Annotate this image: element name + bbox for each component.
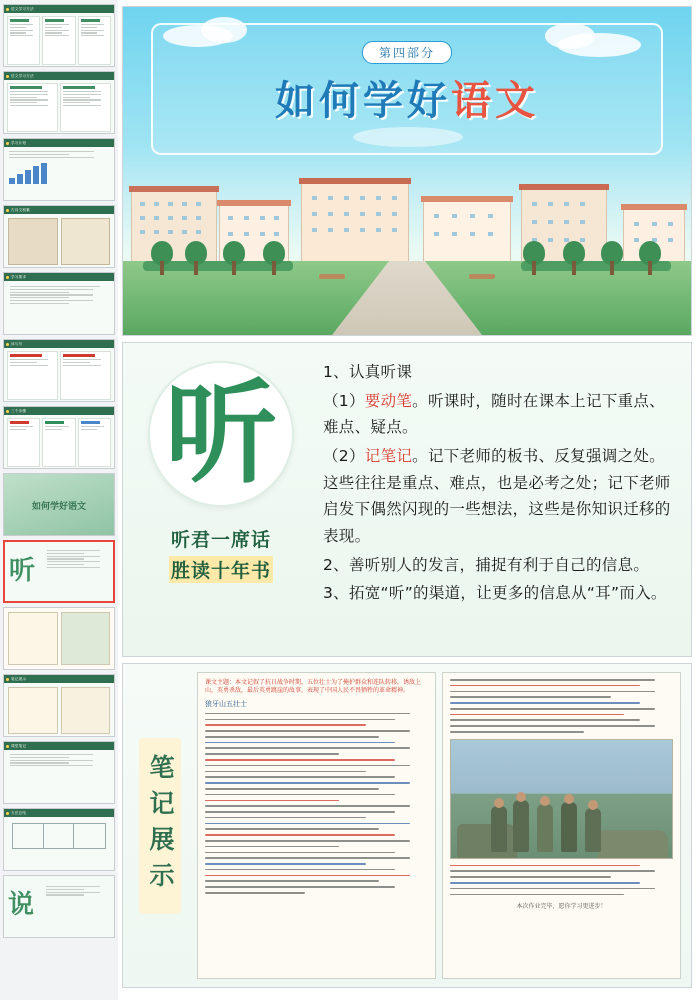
thumbnail-body [4,817,114,871]
big-char-circle [148,361,294,507]
body-item-4: 2、善听别人的发言，捕捉有利于自己的信息。 [323,555,650,574]
thumbnail-body [4,80,114,134]
textbook-illustration [450,739,673,859]
slide-thumbnail-1[interactable] [3,4,115,67]
thumbnail-header: 读与写 [4,340,114,348]
notes-label-text: 笔记展示 [139,738,181,914]
body-item-5: 3、拓宽“听”的渠道，让更多的信息从“耳”而入。 [323,584,667,603]
bullet-icon [6,410,9,413]
tree [523,241,545,275]
thumbnail-body: 如何学好语文 [4,474,114,536]
body-item-3 [323,443,675,550]
bullet-icon [6,142,9,145]
bullet-icon [6,343,9,346]
thumbnail-body [4,214,114,268]
building-main [301,183,409,263]
notes-label [129,672,191,979]
slide-notes-showcase[interactable] [122,663,692,988]
thumbnail-body [4,348,114,402]
slide-thumbnail-5[interactable] [3,272,115,335]
section-part-badge: 第四部分 [362,41,452,64]
slide-section-title[interactable] [122,6,692,336]
slide-thumbnail-13[interactable] [3,808,115,871]
slide-thumbnail-4[interactable] [3,205,115,268]
slide-thumbnail-2[interactable] [3,71,115,134]
thumbnail-body [4,683,114,737]
slide-thumbnail-14[interactable] [3,875,115,938]
thumbnail-body [4,608,114,669]
subtitle-line-2: 胜读十年书 [169,556,273,583]
tree [151,241,173,275]
building [423,201,511,263]
thumbnail-body [4,415,114,469]
note-page-left[interactable] [197,672,436,979]
slide-thumbnail-panel[interactable] [0,0,118,1000]
subtitle-line-1: 听君一席话 [170,529,271,551]
tree [601,241,623,275]
note-page-right[interactable] [442,672,681,979]
bullet-icon [6,678,9,681]
item-2-prefix: （1） [323,391,365,410]
tree [563,241,585,275]
bench [469,274,495,279]
slide-thumbnail-7[interactable] [3,406,115,469]
slide-thumbnail-8[interactable] [3,473,115,536]
tree [223,241,245,275]
listen-visual [133,353,309,646]
item-3-text: 。记下老师的板书、反复强调之处。这些往往是重点、难点，也是必考之处；记下老师启发下偶然闪现的一些想法，这些是你知识迁移的表现。 [323,446,671,545]
big-char-listen: 听 [165,369,277,499]
slide-thumbnail-10[interactable] [3,607,115,670]
thumbnail-body [4,281,114,335]
bullet-icon [6,745,9,748]
slide-thumbnail-12[interactable] [3,741,115,804]
note-page-right-footer: 本次作业完毕，愿你学习更进步！ [516,903,607,911]
slide-thumbnail-6[interactable] [3,339,115,402]
tree [639,241,661,275]
note-page-left-caption: 狼牙山五壮士 [205,699,247,708]
thumbnail-header: 语文学习方法 [4,72,114,80]
thumbnail-header: 语文学习方法 [4,5,114,13]
thumbnail-header: 学习计划 [4,139,114,147]
bullet-icon [6,812,9,815]
slide-thumbnail-9[interactable] [3,540,115,603]
page-title-part-1: 如何学好 [275,78,451,124]
body-item-1: 1、认真听课 [323,363,413,381]
bullet-icon [6,8,9,11]
thumbnail-header: 古诗文积累 [4,206,114,214]
page-title [123,69,691,126]
slide-thumbnail-3[interactable] [3,138,115,201]
thumbnail-body: 说 [4,876,114,937]
tree [263,241,285,275]
thumbnail-header: 学习要求 [4,273,114,281]
thumbnail-body [4,147,114,201]
thumbnail-header: 三个步骤 [4,407,114,415]
note-page-left-header: 课文主题：本文记叙了抗日战争时期，五位壮士为了掩护群众和连队转移，诱敌上山，英勇杀敌，最后英勇跳崖的故事，表现了中国人民不畏牺牲的革命精神。 [205,679,422,695]
slide-listening[interactable] [122,342,692,657]
campus-illustration [123,145,691,335]
item-3-prefix: （2） [323,446,365,465]
item-3-highlight: 记笔记 [364,446,413,465]
bench [319,274,345,279]
item-2-highlight: 要动笔 [364,391,413,410]
thumbnail-header: 课堂笔记 [4,742,114,750]
bullet-icon [6,276,9,279]
slide-thumbnail-11[interactable] [3,674,115,737]
thumbnail-body: 听 [5,542,113,602]
item-2-text: 。听课时，随时在课本上记下重点、难点、疑点。 [323,391,665,437]
thumbnail-header: 笔记展示 [4,675,114,683]
thumbnail-header: 方法总结 [4,809,114,817]
thumbnail-body [4,750,114,804]
body-item-2 [323,388,675,441]
bullet-icon [6,75,9,78]
listen-body-text [317,353,677,646]
tree [185,241,207,275]
bullet-icon [6,209,9,212]
slide-stage [118,0,700,1000]
page-title-part-2: 语文 [451,78,539,124]
thumbnail-body [4,13,114,67]
